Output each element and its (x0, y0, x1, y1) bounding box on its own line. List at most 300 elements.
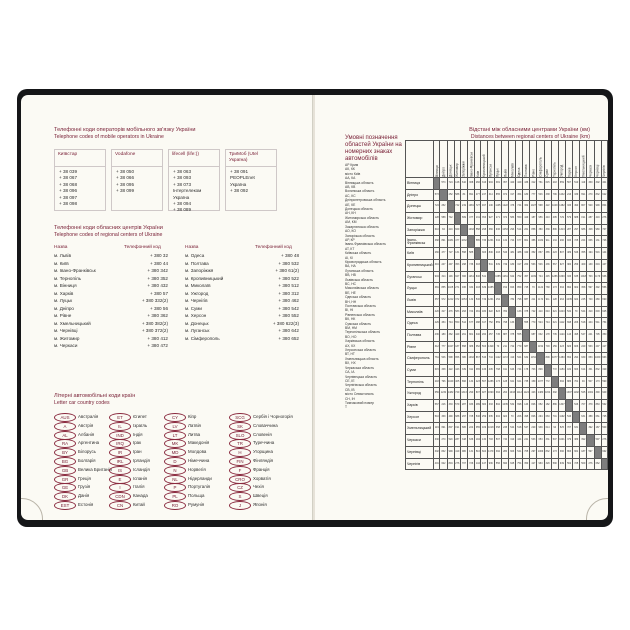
country-name: Греція (78, 475, 91, 481)
distance-cell: 1480 (558, 353, 565, 365)
distance-cell: 1172 (502, 353, 509, 365)
distance-cell: 963 (601, 353, 607, 365)
distance-cell: 355 (475, 423, 481, 435)
legend-line: ВО, НО (345, 334, 357, 339)
distance-cell: 736 (481, 236, 487, 248)
distance-cell: 1112 (558, 318, 565, 330)
distance-cell: 419 (454, 446, 460, 458)
distance-cell: 477 (475, 189, 481, 201)
distance-cell: 662 (594, 458, 601, 470)
distance-cell: 159 (551, 341, 558, 353)
country-code-oval: CY (164, 413, 186, 422)
distance-cell: 329 (544, 458, 551, 470)
distance-cell: 297 (530, 446, 537, 458)
city-row-header: Запоріжжя (406, 224, 434, 236)
col-code-header-left: Телефонний код (124, 245, 161, 250)
distance-cell: 796 (551, 189, 558, 201)
city-column-header: Луганськ (487, 141, 494, 178)
country-code-oval: H (229, 448, 251, 457)
distance-cell: 350 (601, 329, 607, 341)
distance-cell: 796 (440, 376, 447, 388)
left-page (21, 95, 313, 520)
distance-title-ua: Відстані між обласними центрами України (км) (469, 127, 590, 133)
distance-cell: 133 (516, 306, 523, 318)
operator-box (111, 149, 163, 211)
distance-cell: 752 (487, 318, 494, 330)
operator-codes (112, 167, 162, 197)
country-code-oval: GE (54, 483, 76, 492)
distance-cell: 266 (475, 178, 481, 190)
distance-cell: 1027 (447, 341, 454, 353)
legend-title: Умовні позначення областей України на номерних знаках автомобілів (345, 135, 402, 162)
distance-cell: 546 (502, 248, 509, 260)
distance-cell: 276 (587, 458, 594, 470)
table-row (406, 201, 608, 213)
region-name: м. Рівне (54, 313, 72, 318)
distance-cell: 131 (475, 213, 481, 225)
distance-cell: 516 (475, 446, 481, 458)
distance-cell: 302 (594, 178, 601, 190)
distance-cell: 956 (537, 213, 544, 225)
distance-cell: 380 (460, 353, 467, 365)
operator-code: + 38 093 (173, 175, 192, 181)
distance-cell: 1085 (487, 283, 494, 295)
region-code: + 380 362 (147, 313, 168, 318)
distance-cell: 686 (460, 423, 467, 435)
distance-cell: 178 (523, 365, 530, 377)
legend-line: ВІ, НІ (345, 308, 354, 313)
distance-cell: 724 (447, 178, 454, 190)
distance-cell: 1032 (460, 236, 467, 248)
table-row (406, 294, 608, 306)
distance-cell: 338 (544, 189, 551, 201)
distance-cell: 173 (551, 446, 558, 458)
legend-line: Закарпатська область (345, 224, 379, 229)
distance-cell: 949 (601, 388, 607, 400)
distance-cell: 224 (580, 236, 587, 248)
distance-cell: 598 (447, 353, 454, 365)
distance-cell: 287 (460, 400, 467, 412)
distance-cell: 546 (573, 248, 580, 260)
distance-cell: 999 (594, 201, 601, 213)
distance-cell: 688 (573, 213, 580, 225)
legend-line: АР Крим (345, 163, 359, 167)
distance-cell: 271 (454, 283, 460, 295)
distance-cell: 826 (530, 411, 537, 423)
table-row (406, 178, 608, 190)
city-row-header: Київ (406, 248, 434, 260)
distance-cell: 653 (537, 435, 544, 447)
distance-cell: 1179 (594, 271, 601, 283)
country-code-oval: F (229, 466, 251, 475)
distance-cell: 401 (601, 178, 607, 190)
country-code-oval: IL (109, 422, 131, 431)
distance-cell: 686 (580, 224, 587, 236)
distance-cell: 339 (440, 411, 447, 423)
distance-cell: 375 (509, 329, 516, 341)
country-code-oval: RO (164, 501, 186, 510)
country-name: Єгипет (133, 414, 147, 419)
distance-cell: 211 (502, 341, 509, 353)
country-code-oval: P (164, 483, 186, 492)
region-code: + 380 57 (149, 290, 168, 296)
distance-cell: 1053 (502, 224, 509, 236)
country-code-oval: BY (54, 448, 76, 457)
region-code: + 380 622(3) (272, 320, 299, 326)
country-name: Чехія (253, 484, 264, 490)
distance-cell: 1286 (551, 271, 558, 283)
table-row (406, 271, 608, 283)
distance-cell: 727 (475, 201, 481, 213)
diagonal-cell (509, 306, 516, 318)
distance-cell: 457 (523, 271, 530, 283)
operator-code: + 38 091 (230, 169, 249, 174)
distance-cell: 429 (434, 318, 440, 330)
distance-cell: 707 (601, 224, 607, 236)
operator-code: + 38 068 (59, 181, 78, 187)
distance-cell: 454 (516, 189, 523, 201)
distance-cell: 555 (523, 318, 530, 330)
distance-cell: 999 (447, 446, 454, 458)
operator-name: Vodafone (112, 150, 162, 167)
distance-cell: 245 (580, 294, 587, 306)
city-column-header: Хмельницький (580, 141, 587, 178)
country-name: Фінляндія (253, 458, 274, 463)
distance-cell: 698 (566, 318, 573, 330)
distance-cell: 636 (468, 435, 475, 447)
distance-cell: 520 (447, 435, 454, 447)
distance-cell: 276 (601, 435, 607, 447)
distance-cell: 362 (523, 201, 530, 213)
distance-cell: 904 (487, 178, 494, 190)
city-row-header: Донецьк (406, 201, 434, 213)
distance-cell: 590 (551, 458, 558, 470)
distance-cell: 298 (481, 224, 487, 236)
city-row-header: Кропивницький (406, 259, 434, 271)
distance-cell: 481 (475, 306, 481, 318)
distance-cell: 134 (468, 376, 475, 388)
distance-cell: 490 (447, 411, 454, 423)
table-row (406, 411, 608, 423)
legend-line: Херсонська область (345, 348, 377, 353)
country-code-oval: IRQ (109, 439, 131, 448)
country-code-oval: A (54, 422, 76, 431)
distance-cell: 495 (523, 411, 530, 423)
distance-cell: 316 (481, 178, 487, 190)
country-name: Румунія (188, 502, 205, 507)
distance-cell: 927 (487, 213, 494, 225)
region-name: м. Одеса (185, 253, 205, 258)
legend-line: АК, КК (345, 167, 355, 172)
distance-cell: 353 (454, 259, 460, 271)
country-code-oval: J (229, 501, 251, 510)
city-row-header: Івано-Франківськ (406, 236, 434, 248)
distance-cell: 495 (573, 329, 580, 341)
region-name: м. Тернопіль (54, 275, 82, 281)
city-column-header: Тернопіль (551, 141, 558, 178)
distance-cell: 631 (580, 411, 587, 423)
table-row (406, 318, 608, 330)
country-code-oval: ET (109, 413, 131, 422)
distance-cell: 297 (460, 411, 467, 423)
city-row-header: Чернівці (406, 446, 434, 458)
distance-cell: 70 (509, 411, 516, 423)
legend-line: Вінницька область (345, 180, 374, 185)
distance-cell: 180 (481, 306, 487, 318)
distance-cell: 563 (481, 341, 487, 353)
legend-line: Дніпропетровська область (345, 198, 386, 203)
city-row-header: Полтава (406, 329, 434, 341)
distance-cell: 1482 (447, 388, 454, 400)
distance-cell: 1001 (558, 435, 565, 447)
table-row (406, 423, 608, 435)
distance-cell: 375 (523, 306, 530, 318)
distance-cell: 252 (447, 189, 454, 201)
distance-cell: 772 (551, 365, 558, 377)
distance-cell: 386 (530, 236, 537, 248)
distance-cell: 381 (434, 283, 440, 295)
distance-cell: 547 (523, 423, 530, 435)
table-row (406, 306, 608, 318)
distance-cell: 659 (434, 388, 440, 400)
distance-cell: 219 (447, 224, 454, 236)
distance-cell: 782 (502, 306, 509, 318)
distance-cell: 423 (551, 248, 558, 260)
distance-cell: 604 (594, 259, 601, 271)
country-code-oval: CZ (229, 483, 251, 492)
distance-cell: 219 (460, 201, 467, 213)
distance-cell: 1313 (460, 388, 467, 400)
region-name: м. Ужгород (185, 290, 209, 296)
distance-cell: 260 (523, 259, 530, 271)
distance-cell: 956 (454, 353, 460, 365)
distance-cell: 896 (551, 224, 558, 236)
table-row (406, 365, 608, 377)
distance-cell: 178 (544, 329, 551, 341)
distance-cell: 705 (594, 329, 601, 341)
distance-cell: 556 (601, 283, 607, 295)
country-name: Естонія (78, 502, 94, 507)
distance-cell: 562 (566, 458, 573, 470)
distance-cell: 1032 (468, 353, 475, 365)
legend-line: Запорізька область (345, 233, 375, 238)
city-row-header: Луцьк (406, 283, 434, 295)
distance-cell: 180 (523, 189, 530, 201)
distance-cell: 516 (594, 248, 601, 260)
distance-cell: 224 (468, 423, 475, 435)
distance-cell: 1152 (530, 353, 537, 365)
distance-cell: 858 (460, 341, 467, 353)
distance-cell: 379 (566, 435, 573, 447)
distance-cell: 754 (516, 458, 523, 470)
distance-cell: 707 (566, 423, 573, 435)
city-column-header: Кропивницький (481, 141, 487, 178)
legend-line: Рівненська область (345, 312, 375, 317)
distance-cell: 740 (502, 435, 509, 447)
country-name: Японія (253, 502, 267, 507)
legend-line: Тимчасовий номер (345, 400, 374, 405)
distance-cell: 488 (516, 248, 523, 260)
distance-cell: 144 (601, 248, 607, 260)
distance-cell: 339 (460, 365, 467, 377)
diagonal-cell (594, 446, 601, 458)
table-row (406, 248, 608, 260)
distance-cell: 614 (544, 423, 551, 435)
distance-cell: 639 (481, 283, 487, 295)
country-code-oval: SCG (229, 413, 251, 422)
distance-cell: 1192 (573, 388, 580, 400)
distance-cell: 546 (481, 353, 487, 365)
distance-cell: 653 (587, 353, 594, 365)
distance-cell: 745 (523, 283, 530, 295)
distance-cell: 807 (580, 201, 587, 213)
country-name: Китай (133, 502, 145, 507)
distance-cell: 1043 (558, 306, 565, 318)
distance-cell: 514 (460, 318, 467, 330)
distance-cell: 317 (516, 259, 523, 271)
distance-cell: 131 (468, 446, 475, 458)
distance-cell: 588 (454, 189, 460, 201)
distance-cell: 489 (475, 400, 481, 412)
operator-codes (55, 167, 105, 209)
distance-cell: 366 (487, 224, 494, 236)
distance-cell: 687 (523, 341, 530, 353)
distance-cell: 314 (487, 189, 494, 201)
distance-cell: 70 (530, 283, 537, 295)
distance-cell: 280 (594, 294, 601, 306)
distance-cell: 863 (566, 446, 573, 458)
legend-line: СА, ІА (345, 370, 355, 375)
table-row (406, 236, 608, 248)
distance-cell: 541 (481, 271, 487, 283)
distance-cell: 777 (440, 341, 447, 353)
distance-cell: 573 (434, 189, 440, 201)
distance-cell: 144 (475, 458, 481, 470)
distance-cell: 615 (544, 178, 551, 190)
operator-code: + 38 095 (116, 181, 135, 187)
distance-cell: 532 (566, 306, 573, 318)
operator-code: + 38 089 (173, 207, 192, 213)
distance-cell: 745 (494, 329, 501, 341)
distance-cell: 691 (580, 189, 587, 201)
distance-cell: 510 (434, 411, 440, 423)
distance-cell: 131 (594, 236, 601, 248)
distance-cell: 669 (460, 213, 467, 225)
table-row (406, 446, 608, 458)
distance-cell: 643 (544, 306, 551, 318)
region-name: м. Дніпро (54, 305, 74, 311)
distance-cell: 477 (440, 248, 447, 260)
distance-cell: 729 (454, 388, 460, 400)
distance-cell: 1081 (447, 236, 454, 248)
legend-line: Луганська область (345, 268, 374, 273)
distance-cell: 405 (551, 213, 558, 225)
distance-cell: 247 (440, 259, 447, 271)
city-row-header: Сімферополь (406, 353, 434, 365)
region-code: + 380 412 (147, 335, 168, 341)
distance-cell: 740 (587, 294, 594, 306)
col-name-header-right: Назва (185, 245, 199, 250)
diagonal-cell (447, 201, 454, 213)
distance-cell: 567 (566, 178, 573, 190)
distance-cell: 252 (440, 201, 447, 213)
region-name: м. Чернігів (185, 298, 208, 303)
distance-cell: 625 (601, 306, 607, 318)
country-code-oval: IND (109, 431, 131, 440)
region-name: м. Запоріжжя (185, 268, 214, 273)
distance-cell: 622 (601, 189, 607, 201)
country-name: Литва (188, 431, 201, 437)
distance-cell: 303 (475, 259, 481, 271)
distance-cell: 312 (434, 341, 440, 353)
distance-cell: 772 (544, 376, 551, 388)
distance-cell: 754 (601, 318, 607, 330)
city-row-header: Вінниця (406, 178, 434, 190)
distance-cell: 457 (487, 329, 494, 341)
distance-cell: 436 (544, 259, 551, 271)
distance-cell: 419 (594, 213, 601, 225)
region-code: + 380 532 (278, 260, 299, 266)
distance-cell: 1199 (487, 341, 494, 353)
distance-cell: 583 (454, 306, 460, 318)
distance-cell: 736 (468, 259, 475, 271)
legend-line: ВН, НН (345, 299, 357, 304)
distance-cell: 436 (523, 178, 530, 190)
distance-cell: 597 (594, 435, 601, 447)
diagonal-cell (601, 458, 607, 470)
city-column-header: Суми (544, 141, 551, 178)
distance-cell: 1313 (558, 224, 565, 236)
city-row-header: Чернігів (406, 458, 434, 470)
legend-line: СВ, ІВ (345, 387, 355, 392)
distance-cell: 804 (601, 201, 607, 213)
distance-cell: 1105 (494, 201, 501, 213)
legend-line: АМ, КМ (345, 220, 357, 225)
legend-line: місто Севастополь (345, 392, 374, 397)
distance-cell: 152 (502, 283, 509, 295)
distance-cell: 1261 (502, 271, 509, 283)
distance-cell: 892 (566, 283, 573, 295)
distance-cell: 911 (544, 294, 551, 306)
region-code: + 380 332(2) (141, 298, 168, 303)
diagonal-cell (487, 271, 494, 283)
distance-cell: 807 (447, 423, 454, 435)
distance-cell: 191 (454, 423, 460, 435)
distance-cell: 488 (475, 318, 481, 330)
city-row-header: Луганськ (406, 271, 434, 283)
distance-cell: 84 (440, 224, 447, 236)
distance-cell: 357 (502, 178, 509, 190)
diagonal-cell (468, 236, 475, 248)
distance-cell: 801 (468, 329, 475, 341)
distance-cell: 358 (494, 423, 501, 435)
distance-cell: 187 (454, 341, 460, 353)
distance-cell: 579 (454, 400, 460, 412)
region-name: м. Київ (54, 260, 69, 266)
legend-line: АЕ, КЕ (345, 202, 356, 207)
distance-cell: 389 (573, 435, 580, 447)
distance-cell: 541 (594, 318, 601, 330)
operator-name: ТриМоб (Utel Україна) (226, 150, 276, 167)
distance-cell: 266 (434, 248, 440, 260)
distance-cell: 698 (516, 400, 523, 412)
distance-cell: 191 (580, 213, 587, 225)
distance-cell: 218 (434, 376, 440, 388)
distance-cell: 722 (509, 341, 516, 353)
distance-cell: 933 (566, 236, 573, 248)
country-name: Ірландія (133, 458, 150, 463)
distance-cell: 317 (481, 318, 487, 330)
